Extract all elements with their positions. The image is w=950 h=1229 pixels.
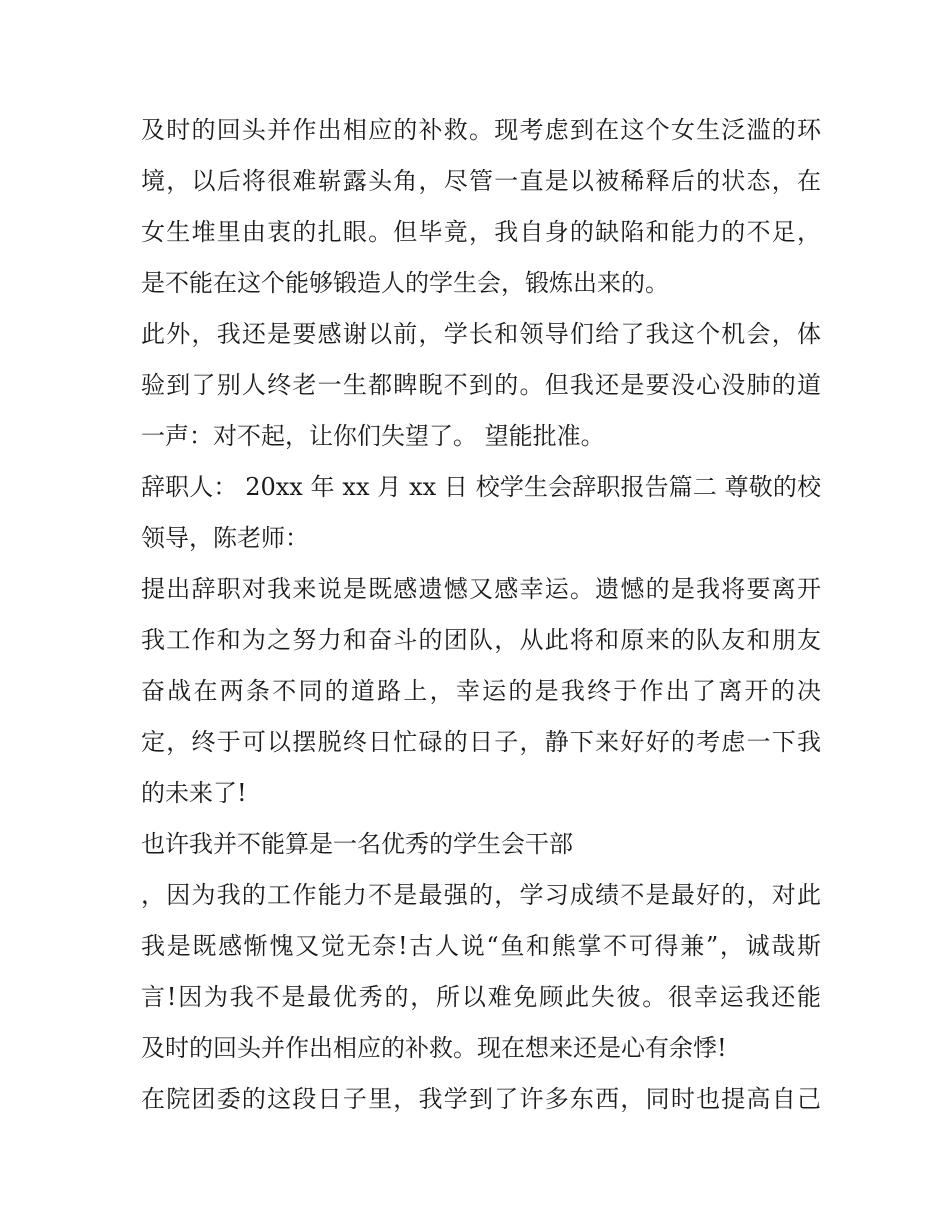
text-line: 我工作和为之努力和奋斗的团队，从此将和原来的队友和朋友	[141, 626, 821, 654]
text-line: 提出辞职对我来说是既感遗憾又感幸运。遗憾的是我将要离开	[141, 575, 821, 603]
text-line: 及时的回头并作出相应的补救。现考虑到在这个女生泛滥的环	[141, 116, 821, 144]
text-line: 一声：对不起，让你们失望了。 望能批准。	[141, 422, 605, 450]
text-line: 验到了别人终老一生都睥睨不到的。但我还是要没心没肺的道	[141, 371, 821, 399]
text-line: 言!因为我不是最优秀的，所以难免顾此失彼。很幸运我还能	[141, 983, 821, 1011]
text-line: 及时的回头并作出相应的补救。现在想来还是心有余悸!	[141, 1034, 727, 1062]
text-line: ，因为我的工作能力不是最强的，学习成绩不是最好的，对此	[141, 881, 821, 909]
text-line: 的未来了!	[141, 779, 247, 807]
text-line: 也许我并不能算是一名优秀的学生会干部	[141, 830, 573, 858]
text-line: 是不能在这个能够锻造人的学生会，锻炼出来的。	[141, 269, 669, 297]
text-line: 此外，我还是要感谢以前，学长和领导们给了我这个机会，体	[141, 320, 821, 348]
text-line: 定，终于可以摆脱终日忙碌的日子，静下来好好的考虑一下我	[141, 728, 821, 756]
document-body	[141, 105, 821, 1125]
text-line: 辞职人： 20xx 年 xx 月 xx 日 校学生会辞职报告篇二 尊敬的校	[141, 473, 821, 501]
text-line: 我是既感惭愧又觉无奈!古人说“鱼和熊掌不可得兼”，诚哉斯	[141, 932, 821, 960]
text-line: 女生堆里由衷的扎眼。但毕竟，我自身的缺陷和能力的不足，	[141, 218, 821, 246]
text-line: 在院团委的这段日子里，我学到了许多东西，同时也提高自己	[141, 1085, 821, 1113]
text-line: 境，以后将很难崭露头角，尽管一直是以被稀释后的状态，在	[141, 167, 821, 195]
text-line: 奋战在两条不同的道路上，幸运的是我终于作出了离开的决	[141, 677, 821, 705]
text-line: 领导，陈老师：	[141, 524, 309, 552]
